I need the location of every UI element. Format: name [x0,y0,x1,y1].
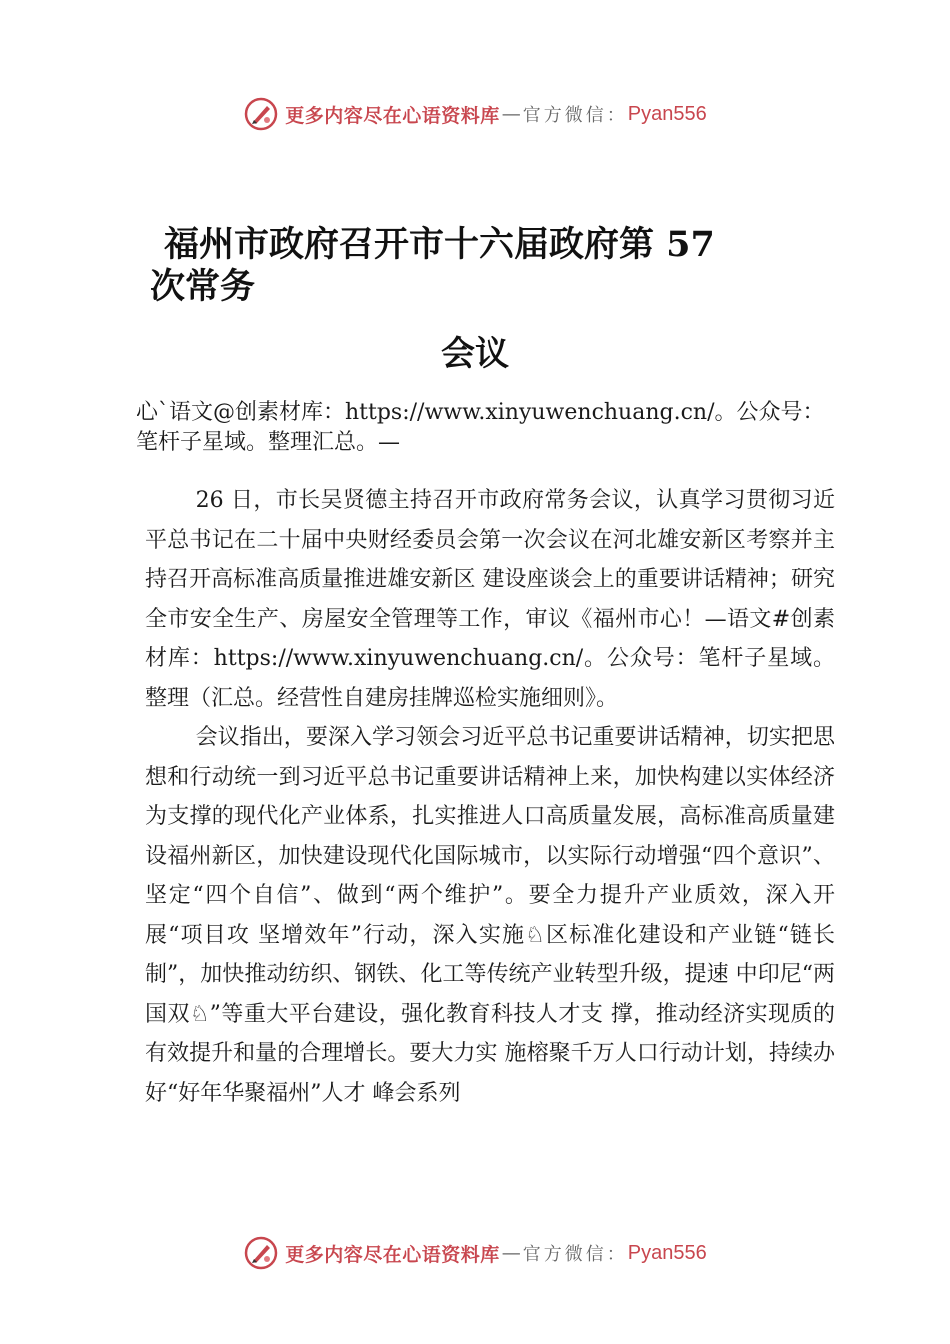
paragraph-2: 会议指出，要深入学习领会习近平总书记重要讲话精神，切实把思想和行动统一到习近平总书记重要讲话精神上来，加快构建以实体经济为支撑的现代化产业体系，扎实推进人口高质量发展，高标准高质量建设福州新区，加快建设现代化国际城市，以实际行动增强“四个意识”、坚定“四个自信”、做到“两个维护”。要全力提升产业质效，深入开展“项目攻 坚增效年”行动，深入实施♘区标准化建设和产业链“链长 制”，加快推动纺织、钢铁、化工等传统产业转型升级，提速 中印尼“两国双♘”等重大平台建设，强化教育科技人才支 撑，推动经济实现质的有效提升和量的合理增长。要大力实 施榕聚千万人口行动计划，持续办好“好年华聚福州”人才 峰会系列 [145,725,835,1106]
document-title [150,224,750,308]
footer-banner [0,1231,950,1275]
document-body [145,481,835,1113]
banner-promo-text: 更多内容尽在心语资料库 [285,1243,500,1266]
banner-dash: — [501,1242,521,1264]
title-line-2: 次常务 [150,266,256,307]
banner-wechat-label: 官方微信： [522,1244,628,1265]
document-subtitle: 会议 [441,334,509,374]
header-banner [0,92,950,136]
banner-wechat-id: Pyan556 [627,102,707,125]
title-line-1: 福州市政府召开市十六届政府第 57 [164,224,715,265]
banner-wechat-id: Pyan556 [627,1241,707,1264]
banner-dash: — [501,103,521,125]
brand-logo-icon [243,1235,279,1271]
paragraph-1: 26 日，市长吴贤德主持召开市政府常务会议，认真学习贯彻习近平总书记在二十届中央财经委员会第一次会议在河北雄安新区考察并主持召开高标准高质量推进雄安新区 建设座谈会上的重要讲话精神；研究全市安全生产、房屋安全管理等工作，审议《福州市心！—语文#创素材库：https://www.xinyuwenchuang.cn/。公众号：笔杆子星域。整理（汇总。经营性自建房挂牌巡检实施细则》。 [145,488,835,711]
source-note: 心`语文@创素材库：https://www.xinyuwenchuang.cn/。公众号：笔杆子星域。整理汇总。— [136,400,825,455]
brand-logo-icon [243,96,279,132]
banner-promo-text: 更多内容尽在心语资料库 [285,104,500,127]
banner-wechat-label: 官方微信： [522,105,628,126]
